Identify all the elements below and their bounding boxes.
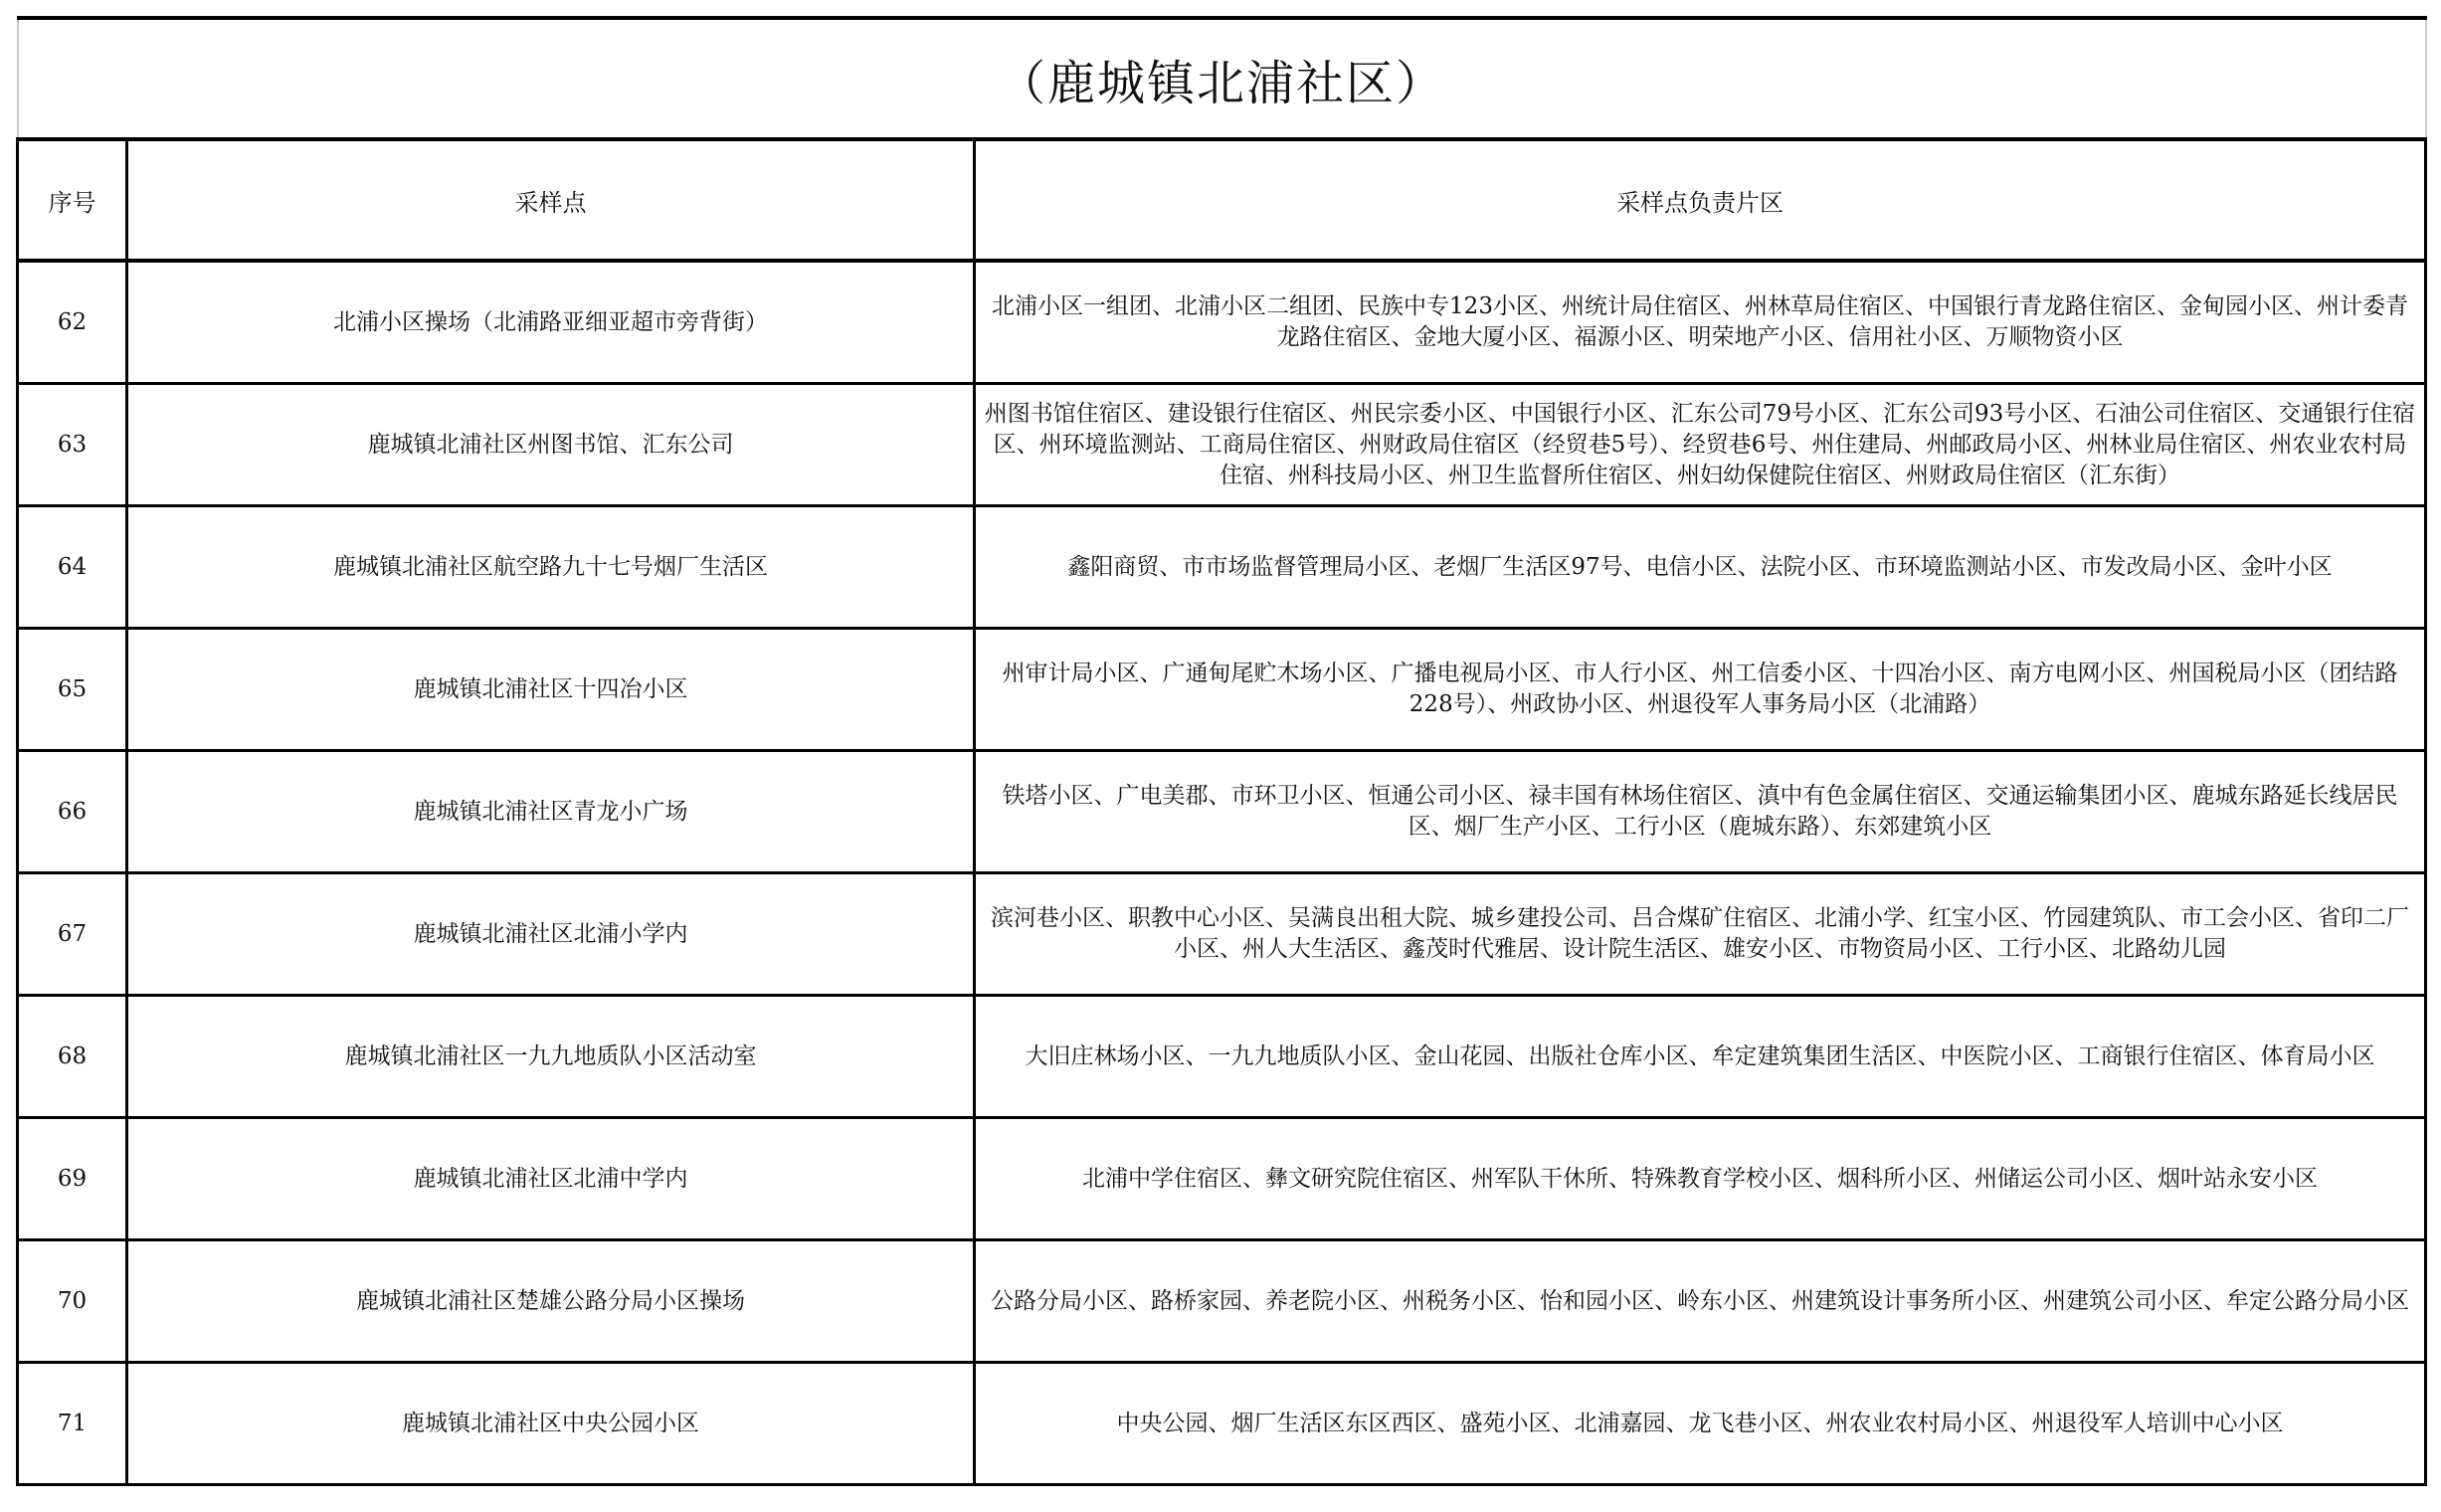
- site-cell: 鹿城镇北浦社区中央公园小区: [127, 1363, 975, 1485]
- table-row: [18, 1363, 2426, 1485]
- table-row: [18, 384, 2426, 506]
- site-cell: 鹿城镇北浦社区州图书馆、汇东公司: [127, 384, 975, 506]
- header-row: [18, 139, 2426, 261]
- area-cell: [975, 1118, 2426, 1240]
- area-cell: [975, 873, 2426, 996]
- table-row: [18, 629, 2426, 751]
- area-cell: [975, 506, 2426, 629]
- column-header-site: 采样点: [127, 139, 975, 261]
- seq-cell: 70: [18, 1240, 127, 1363]
- area-text: 公路分局小区、路桥家园、养老院小区、州税务小区、怡和园小区、岭东小区、州建筑设计事务所小区、州建筑公司小区、牟定公路分局小区: [991, 1287, 2409, 1314]
- table-row: [18, 996, 2426, 1118]
- site-cell: 鹿城镇北浦社区北浦小学内: [127, 873, 975, 996]
- area-cell: [975, 996, 2426, 1118]
- area-text: 州图书馆住宿区、建设银行住宿区、州民宗委小区、中国银行小区、汇东公司79号小区、汇东公司93号小区、石油公司住宿区、交通银行住宿区、州环境监测站、工商局住宿区、州财政局住宿区（经贸巷5号）、经贸巷6号、州住建局、州邮政局小区、州林业局住宿区、州农业农村局住宿、州科技局小区、州卫生监督所住宿区、州妇幼保健院住宿区、州财政局住宿区（汇东街）: [984, 400, 2416, 488]
- area-text: 鑫阳商贸、市市场监督管理局小区、老烟厂生活区97号、电信小区、法院小区、市环境监测站小区、市发改局小区、金叶小区: [1067, 553, 2333, 580]
- area-cell: [975, 261, 2426, 384]
- site-cell: 北浦小区操场（北浦路亚细亚超市旁背街）: [127, 261, 975, 384]
- site-cell: 鹿城镇北浦社区十四冶小区: [127, 629, 975, 751]
- area-text: 铁塔小区、广电美郡、市环卫小区、恒通公司小区、禄丰国有林场住宿区、滇中有色金属住宿区、交通运输集团小区、鹿城东路延长线居民区、烟厂生产小区、工行小区（鹿城东路）、东郊建筑小区: [1002, 783, 2398, 840]
- seq-cell: 68: [18, 996, 127, 1118]
- area-text: 大旧庄林场小区、一九九地质队小区、金山花园、出版社仓库小区、牟定建筑集团生活区、中医院小区、工商银行住宿区、体育局小区: [1025, 1042, 2375, 1069]
- area-cell: [975, 629, 2426, 751]
- table-row: [18, 1118, 2426, 1240]
- area-cell: [975, 1240, 2426, 1363]
- site-cell: 鹿城镇北浦社区楚雄公路分局小区操场: [127, 1240, 975, 1363]
- area-cell: [975, 751, 2426, 873]
- seq-cell: 65: [18, 629, 127, 751]
- title-row: [18, 18, 2426, 139]
- area-text: 州审计局小区、广通甸尾贮木场小区、广播电视局小区、市人行小区、州工信委小区、十四冶小区、南方电网小区、州国税局小区（团结路228号）、州政协小区、州退役军人事务局小区（北浦路）: [1002, 661, 2398, 717]
- seq-cell: 66: [18, 751, 127, 873]
- seq-cell: 63: [18, 384, 127, 506]
- table-row: [18, 1240, 2426, 1363]
- area-text: 中央公园、烟厂生活区东区西区、盛苑小区、北浦嘉园、龙飞巷小区、州农业农村局小区、州退役军人培训中心小区: [1116, 1410, 2284, 1436]
- seq-cell: 64: [18, 506, 127, 629]
- area-cell: [975, 1363, 2426, 1485]
- site-cell: 鹿城镇北浦社区青龙小广场: [127, 751, 975, 873]
- page-title: （鹿城镇北浦社区）: [997, 55, 1445, 111]
- area-cell: [975, 384, 2426, 506]
- table-row: [18, 261, 2426, 384]
- table-row: [18, 506, 2426, 629]
- column-header-seq: 序号: [18, 139, 127, 261]
- table-row: [18, 873, 2426, 996]
- sampling-point-table-sheet: [16, 16, 2424, 1486]
- table-row: [18, 751, 2426, 873]
- area-text: 滨河巷小区、职教中心小区、吴满良出租大院、城乡建投公司、吕合煤矿住宿区、北浦小学、红宝小区、竹园建筑队、市工会小区、省印二厂小区、州人大生活区、鑫茂时代雅居、设计院生活区、雄安小区、市物资局小区、工行小区、北路幼儿园: [991, 905, 2409, 962]
- column-header-area: 采样点负责片区: [975, 139, 2426, 261]
- site-cell: 鹿城镇北浦社区航空路九十七号烟厂生活区: [127, 506, 975, 629]
- sampling-point-table: [16, 16, 2427, 1486]
- seq-cell: 69: [18, 1118, 127, 1240]
- site-cell: 鹿城镇北浦社区一九九地质队小区活动室: [127, 996, 975, 1118]
- site-cell: 鹿城镇北浦社区北浦中学内: [127, 1118, 975, 1240]
- seq-cell: 62: [18, 261, 127, 384]
- area-text: 北浦中学住宿区、彝文研究院住宿区、州军队干休所、特殊教育学校小区、烟科所小区、州储运公司小区、烟叶站永安小区: [1082, 1165, 2318, 1192]
- seq-cell: 67: [18, 873, 127, 996]
- area-text: 北浦小区一组团、北浦小区二组团、民族中专123小区、州统计局住宿区、州林草局住宿区、中国银行青龙路住宿区、金甸园小区、州计委青龙路住宿区、金地大厦小区、福源小区、明荣地产小区、信用社小区、万顺物资小区: [992, 293, 2408, 350]
- table-title-cell: [18, 18, 2426, 139]
- seq-cell: 71: [18, 1363, 127, 1485]
